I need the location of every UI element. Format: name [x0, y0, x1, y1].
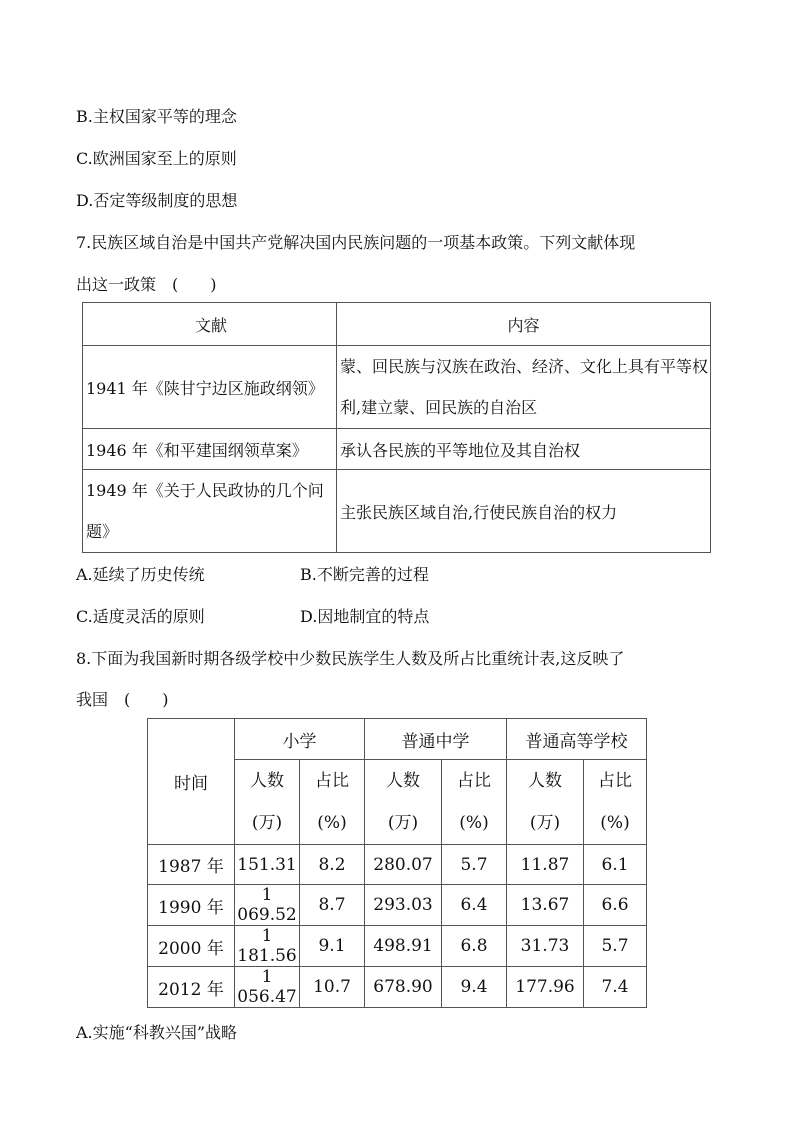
- q8-value-cell: 177.96: [507, 967, 584, 1008]
- q8-count-header: 人数 (万): [235, 760, 300, 845]
- table-row: [83, 429, 711, 470]
- q8-value-cell: 1 181.56: [235, 926, 300, 967]
- q7-doc-cell: 1941 年《陕甘宁边区施政纲领》: [83, 346, 337, 429]
- q8-value-cell: 678.90: [365, 967, 442, 1008]
- q7-content-cell: 承认各民族的平等地位及其自治权: [337, 429, 711, 470]
- q7-option-c: C.适度灵活的原则: [76, 607, 205, 626]
- q8-option-a: A.实施“科教兴国”战略: [76, 1023, 238, 1042]
- q7-doc-cell: 1946 年《和平建国纲领草案》: [83, 429, 337, 470]
- q7-content-cell: 蒙、回民族与汉族在政治、经济、文化上具有平等权利,建立蒙、回民族的自治区: [337, 346, 711, 429]
- q7-stem-line2: 出这一政策 ( ): [76, 275, 217, 294]
- q8-year-cell: 2000 年: [148, 926, 235, 967]
- q8-year-cell: 2012 年: [148, 967, 235, 1008]
- q7-header-doc: 文献: [83, 303, 337, 346]
- q8-group-header: 普通中学: [365, 719, 507, 760]
- q8-table: [147, 718, 647, 1008]
- table-row: [83, 470, 711, 553]
- q8-value-cell: 293.03: [365, 885, 442, 926]
- q8-value-cell: 8.7: [300, 885, 365, 926]
- q8-value-cell: 280.07: [365, 845, 442, 885]
- q8-value-cell: 5.7: [584, 926, 647, 967]
- q7-option-b: B.不断完善的过程: [300, 565, 429, 584]
- table-row: [148, 885, 647, 926]
- q8-count-header: 人数 (万): [365, 760, 442, 845]
- q8-value-cell: 151.31: [235, 845, 300, 885]
- q8-ratio-header: 占比 (%): [300, 760, 365, 845]
- q8-value-cell: 10.7: [300, 967, 365, 1008]
- q8-ratio-header: 占比 (%): [584, 760, 647, 845]
- option-c-prev: C.欧洲国家至上的原则: [76, 149, 237, 168]
- q7-doc-cell: 1949 年《关于人民政协的几个问题》: [83, 470, 337, 553]
- q8-value-cell: 1 056.47: [235, 967, 300, 1008]
- q8-value-cell: 6.1: [584, 845, 647, 885]
- option-d-prev: D.否定等级制度的思想: [76, 191, 238, 210]
- q8-stem-line1: 8.下面为我国新时期各级学校中少数民族学生人数及所占比重统计表,这反映了: [76, 649, 625, 668]
- q8-value-cell: 13.67: [507, 885, 584, 926]
- q8-group-header: 普通高等学校: [507, 719, 647, 760]
- q8-count-header: 人数 (万): [507, 760, 584, 845]
- q8-value-cell: 5.7: [442, 845, 507, 885]
- table-row: [148, 926, 647, 967]
- option-b-prev: B.主权国家平等的理念: [76, 107, 237, 126]
- q8-group-header: 小学: [235, 719, 365, 760]
- q7-stem-line1: 7.民族区域自治是中国共产党解决国内民族问题的一项基本政策。下列文献体现: [76, 233, 636, 252]
- q8-ratio-header: 占比 (%): [442, 760, 507, 845]
- q8-value-cell: 6.8: [442, 926, 507, 967]
- q8-value-cell: 8.2: [300, 845, 365, 885]
- q7-table-header-row: [83, 303, 711, 346]
- q7-content-cell: 主张民族区域自治,行使民族自治的权力: [337, 470, 711, 553]
- q8-year-cell: 1990 年: [148, 885, 235, 926]
- q8-value-cell: 1 069.52: [235, 885, 300, 926]
- q7-table: [82, 302, 711, 553]
- q7-header-content: 内容: [337, 303, 711, 346]
- q8-group-header-row: [148, 719, 647, 760]
- q7-option-a: A.延续了历史传统: [76, 565, 205, 584]
- q8-value-cell: 6.6: [584, 885, 647, 926]
- q8-time-header: 时间: [148, 719, 235, 845]
- table-row: [148, 967, 647, 1008]
- q8-value-cell: 7.4: [584, 967, 647, 1008]
- q8-value-cell: 498.91: [365, 926, 442, 967]
- q7-option-d: D.因地制宜的特点: [300, 607, 430, 626]
- q8-value-cell: 9.1: [300, 926, 365, 967]
- table-row: [148, 845, 647, 885]
- q8-value-cell: 31.73: [507, 926, 584, 967]
- q8-value-cell: 9.4: [442, 967, 507, 1008]
- q8-year-cell: 1987 年: [148, 845, 235, 885]
- q8-stem-line2: 我国 ( ): [76, 690, 169, 709]
- q8-value-cell: 11.87: [507, 845, 584, 885]
- table-row: [83, 346, 711, 429]
- q8-value-cell: 6.4: [442, 885, 507, 926]
